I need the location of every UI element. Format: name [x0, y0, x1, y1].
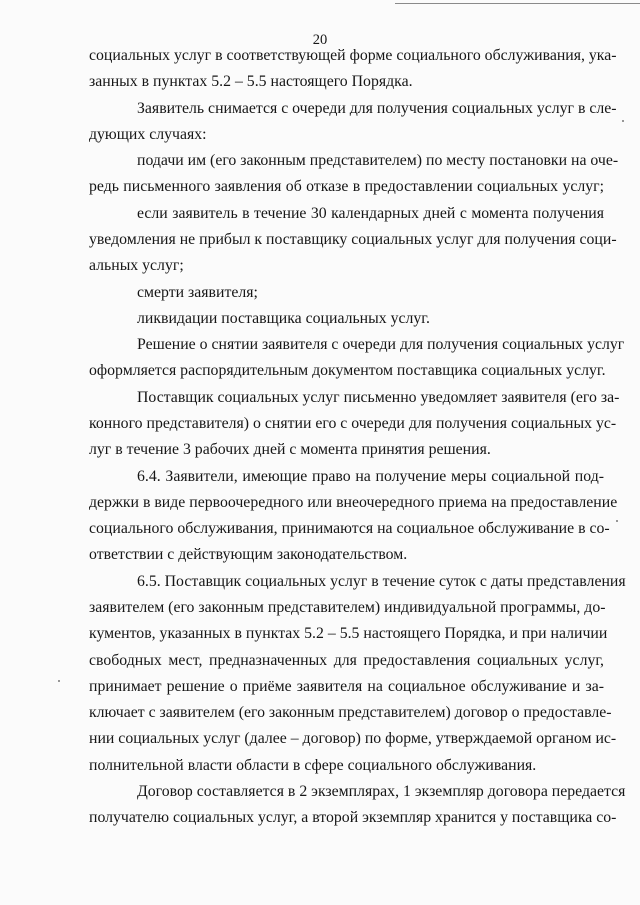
text-line: подачи им (его законным представителем) по месту постановки на оче- — [137, 152, 619, 169]
text-line: социального обслуживания, принимаются на социальное обслуживание в со- — [89, 520, 610, 537]
scan-speck — [58, 680, 60, 682]
text-line: 6.5. Поставщик социальных услуг в течение суток с даты представления — [137, 573, 626, 590]
text-line: Решение о снятии заявителя с очереди для получения социальных услуг — [137, 336, 625, 353]
text-line: свободных мест, предназначенных для предоставления социальных услуг, — [89, 652, 604, 669]
text-line: оформляется распорядительным документом поставщика социальных услуг. — [89, 362, 606, 379]
text-line: луг в течение 3 рабочих дней с момента принятия решения. — [89, 441, 491, 458]
text-line: кументов, указанных в пунктах 5.2 – 5.5 настоящего Порядка, и при наличии — [89, 625, 608, 642]
text-line: альных услуг; — [89, 257, 184, 274]
text-line: полнительной власти области в сфере социального обслуживания. — [89, 757, 537, 774]
text-line: Поставщик социальных услуг письменно уведомляет заявителя (его за- — [137, 389, 620, 406]
text-line: занных в пунктах 5.2 – 5.5 настоящего Порядка. — [89, 73, 413, 90]
text-line: получателю социальных услуг, а второй экземпляр хранится у поставщика со- — [89, 809, 617, 826]
text-line: конного представителя) о снятии его с очереди для получения социальных ус- — [89, 415, 617, 432]
text-line: 6.4. Заявители, имеющие право на получение меры социальной под- — [137, 468, 604, 485]
text-line: смерти заявителя; — [137, 284, 258, 301]
text-line: социальных услуг в соответствующей форме социального обслуживания, ука- — [89, 47, 617, 64]
text-line: дующих случаях: — [89, 126, 207, 143]
text-line: если заявитель в течение 30 календарных дней с момента получения — [137, 205, 604, 222]
text-line: заявителем (его законным представителем) индивидуальной программы, до- — [89, 599, 606, 616]
scan-speck — [616, 520, 618, 522]
page-number: 20 — [312, 32, 328, 48]
text-line: держки в виде первоочередного или внеочередного приема на предоставление — [89, 494, 618, 511]
text-line: Заявитель снимается с очереди для получения социальных услуг в сле- — [137, 100, 617, 117]
text-line: нии социальных услуг (далее – договор) по форме, утверждаемой органом ис- — [89, 730, 617, 747]
text-line: ответствии с действующим законодательством. — [89, 546, 408, 563]
scan-edge-line — [395, 3, 640, 4]
text-line: уведомления не прибыл к поставщику социальных услуг для получения соци- — [89, 231, 617, 248]
text-line: ключает с заявителем (его законным представителем) договор о предоставле- — [89, 704, 612, 721]
text-line: ликвидации поставщика социальных услуг. — [137, 310, 430, 327]
text-line: принимает решение о приёме заявителя на социальное обслуживание и за- — [89, 678, 604, 695]
scan-speck — [622, 120, 624, 122]
text-line: редь письменного заявления об отказе в предоставлении социальных услуг; — [89, 178, 604, 195]
text-line: Договор составляется в 2 экземплярах, 1 экземпляр договора передается — [137, 783, 626, 800]
